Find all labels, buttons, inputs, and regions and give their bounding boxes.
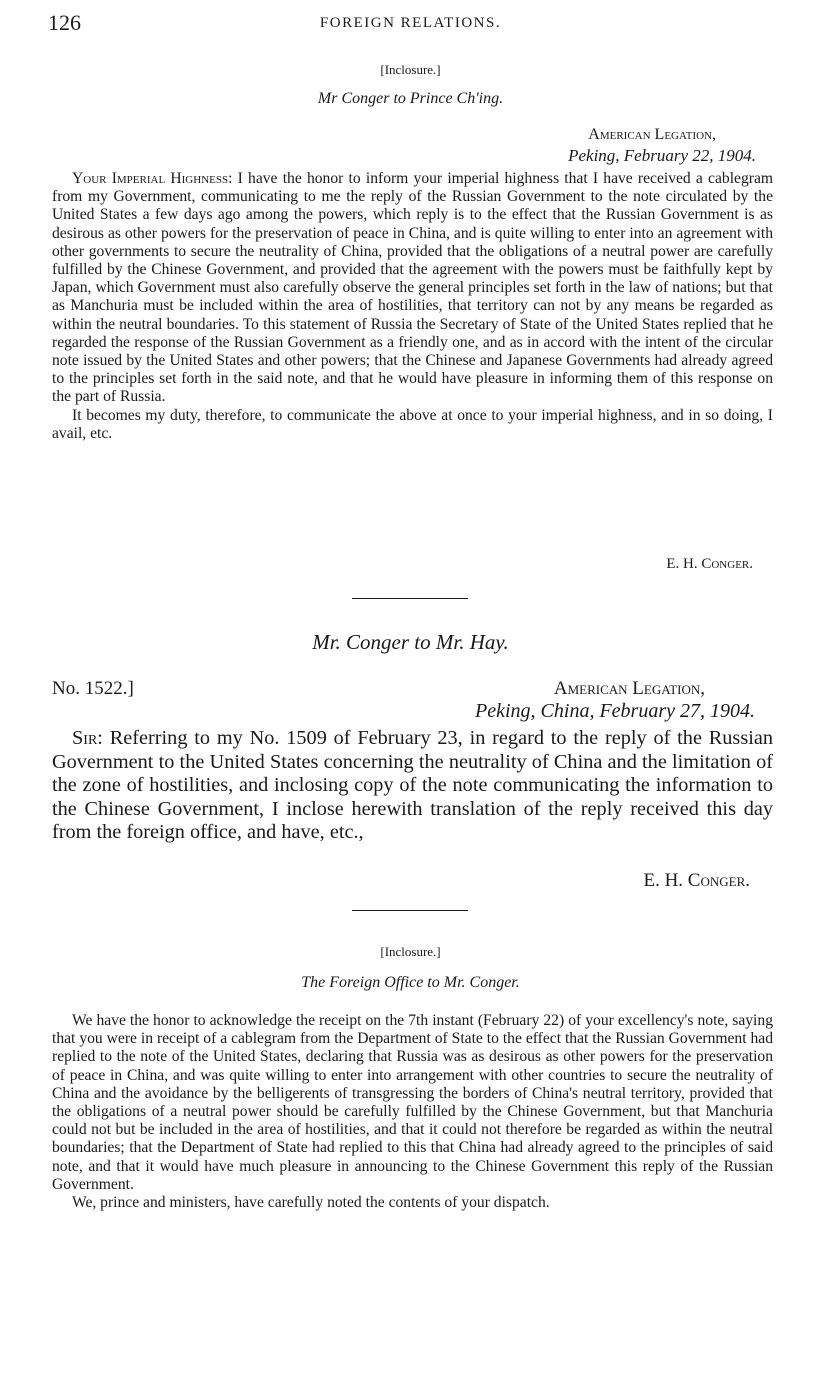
salutation: Your Imperial Highness: bbox=[72, 170, 233, 187]
paragraph-text: Referring to my No. 1509 of February 23, in regard to the reply of the Russian Government to the United States concerning the neutrality of China and the limitation of the zone of hostilities, and inclosing copy of the note communicating the information to the Chinese Government, I inclose herewith translation of the reply received this day from the foreign office, and have, etc., bbox=[52, 727, 773, 844]
letter-date-2: Peking, China, February 27, 1904. bbox=[475, 700, 755, 722]
letter-title-1: Mr Conger to Prince Ch'ing. bbox=[317, 90, 504, 107]
letter-paragraph: We, prince and ministers, have carefully noted the contents of your dispatch. bbox=[72, 1194, 550, 1212]
inclosure-label-1: [Inclosure.] bbox=[380, 62, 441, 77]
letter-place-2: American Legation, bbox=[553, 678, 705, 699]
letter-title-2: Mr. Conger to Mr. Hay. bbox=[312, 630, 509, 654]
section-divider bbox=[352, 598, 468, 599]
signature-1: E. H. Conger. bbox=[666, 556, 753, 572]
page-header bbox=[48, 10, 773, 40]
running-title: FOREIGN RELATIONS. bbox=[319, 15, 502, 31]
inclosure-label-2: [Inclosure.] bbox=[380, 944, 441, 959]
paragraph-text: I have the honor to inform your imperial highness that I have received a cablegram from my Government, communicating to me the reply of the Russian Government to the note circulated by the United States a few days ago among the powers, which reply is to the effect that the Russian Government is as desirous as other powers for the preservation of peace in China, and is quite willing to enter into an agreement with other governments to secure the neutrality of China, provided that the obligations of a neutral power are carefully fulfilled by the Chinese Government, and provided that the agreement with the powers must be faithfully kept by Japan, which Government must also carefully observe the general principles set forth in the law of nations; but that as Manchuria must be included within the area of hostilities, that territory can not by any means be regarded as within the neutral boundaries. To this statement of Russia the Secretary of State of the United States replied that he regarded the response of the Russian Government as a friendly one, and as in accord with the intent of the circular note issued by the United States and other powers; that the Chinese and Japanese Governments had already agreed to the principles set forth in the said note, and that he would have pleasure in informing them of this response on the part of Russia. bbox=[52, 170, 773, 406]
letter-date-1: Peking, February 22, 1904. bbox=[568, 146, 756, 165]
letter-place-1: American Legation, bbox=[588, 126, 716, 143]
letter-paragraph bbox=[52, 727, 773, 845]
salutation: Sir: bbox=[72, 727, 103, 749]
letter-paragraph: It becomes my duty, therefore, to communicate the above at once to your imperial highness, and in so doing, I avail, etc. bbox=[52, 406, 773, 442]
signature-2: E. H. Conger. bbox=[643, 870, 750, 891]
letter-paragraph: We have the honor to acknowledge the receipt on the 7th instant (February 22) of your excellency's note, saying that you were in receipt of a cablegram from the Department of State to the effect that the Russian Government had replied to the note of the United States, declaring that Russia was as desirous as other powers for the preservation of peace in China, and was quite willing to enter into arrangement with other countries to secure the neutrality of China and the avoidance by the belligerents of transgressing the borders of China's neutral territory, provided that the obligations of a neutral power should be carefully fulfilled by the Chinese Government, but that Manchuria could not but be included in the area of hostilities, and that it could not therefore be regarded as within the neutral boundaries; that the Department of State had replied to this that China had already agreed to the principles of said note, and that it would have much pleasure in announcing to the Chinese Government this reply of the Russian Government. bbox=[52, 1012, 773, 1193]
letter-body-1 bbox=[52, 170, 773, 443]
section-divider bbox=[352, 910, 468, 911]
dispatch-number: No. 1522.] bbox=[52, 678, 134, 699]
letter-body-2 bbox=[52, 727, 773, 845]
page-number: 126 bbox=[48, 10, 81, 35]
letter-title-3: The Foreign Office to Mr. Conger. bbox=[301, 974, 520, 991]
letter-paragraph bbox=[52, 170, 773, 407]
letter-body-3 bbox=[52, 1012, 773, 1212]
